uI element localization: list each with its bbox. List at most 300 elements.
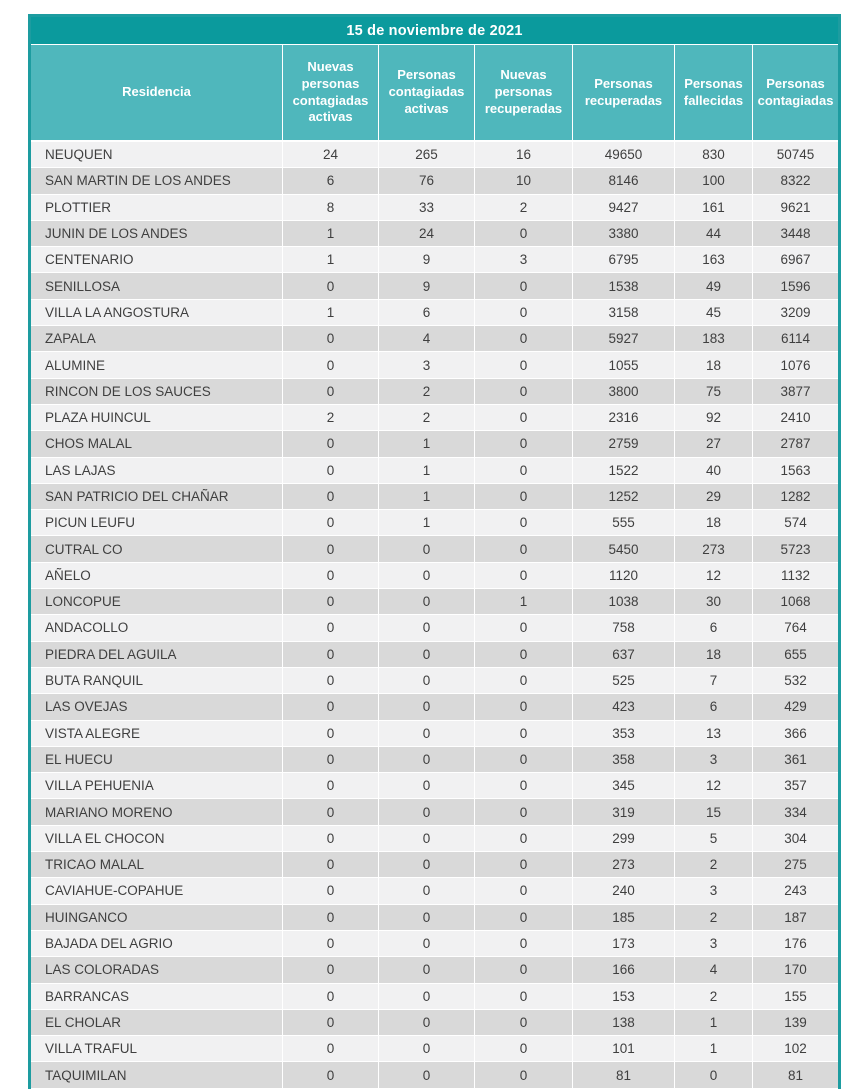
table-row (30, 746, 840, 772)
value-cell: 0 (475, 667, 573, 693)
value-cell: 4 (379, 326, 475, 352)
table-row (30, 220, 840, 246)
value-cell: 153 (573, 983, 675, 1009)
covid-cases-table (28, 14, 841, 1089)
table-row (30, 1036, 840, 1062)
value-cell: 1055 (573, 352, 675, 378)
residencia-cell: BUTA RANQUIL (30, 667, 283, 693)
value-cell: 1 (675, 1009, 753, 1035)
title-row (30, 16, 840, 45)
value-cell: 187 (753, 904, 840, 930)
value-cell: 0 (379, 904, 475, 930)
value-cell: 0 (283, 1062, 379, 1088)
residencia-cell: RINCON DE LOS SAUCES (30, 378, 283, 404)
value-cell: 0 (379, 1062, 475, 1088)
value-cell: 0 (475, 615, 573, 641)
value-cell: 0 (283, 773, 379, 799)
residencia-cell: ANDACOLLO (30, 615, 283, 641)
value-cell: 3877 (753, 378, 840, 404)
value-cell: 24 (283, 141, 379, 168)
value-cell: 3380 (573, 220, 675, 246)
value-cell: 0 (475, 483, 573, 509)
value-cell: 0 (379, 983, 475, 1009)
table-row (30, 720, 840, 746)
value-cell: 0 (379, 536, 475, 562)
table-row (30, 510, 840, 536)
value-cell: 15 (675, 799, 753, 825)
value-cell: 319 (573, 799, 675, 825)
value-cell: 0 (475, 431, 573, 457)
value-cell: 1068 (753, 589, 840, 615)
value-cell: 353 (573, 720, 675, 746)
table-row (30, 667, 840, 693)
value-cell: 27 (675, 431, 753, 457)
residencia-cell: VILLA TRAFUL (30, 1036, 283, 1062)
value-cell: 0 (475, 694, 573, 720)
value-cell: 50745 (753, 141, 840, 168)
value-cell: 2 (675, 983, 753, 1009)
value-cell: 0 (475, 1036, 573, 1062)
value-cell: 0 (675, 1062, 753, 1088)
col-header-fallecidas: Personas fallecidas (675, 45, 753, 142)
value-cell: 139 (753, 1009, 840, 1035)
value-cell: 7 (675, 667, 753, 693)
table-row (30, 878, 840, 904)
col-header-contagiadas: Personas contagiadas (753, 45, 840, 142)
table-row (30, 457, 840, 483)
value-cell: 6 (283, 168, 379, 194)
table-row (30, 930, 840, 956)
residencia-cell: SAN MARTIN DE LOS ANDES (30, 168, 283, 194)
value-cell: 0 (379, 1036, 475, 1062)
value-cell: 758 (573, 615, 675, 641)
value-cell: 0 (475, 930, 573, 956)
value-cell: 532 (753, 667, 840, 693)
residencia-cell: CENTENARIO (30, 247, 283, 273)
value-cell: 0 (283, 431, 379, 457)
residencia-cell: ALUMINE (30, 352, 283, 378)
table-row (30, 326, 840, 352)
value-cell: 334 (753, 799, 840, 825)
residencia-cell: MARIANO MORENO (30, 799, 283, 825)
value-cell: 16 (475, 141, 573, 168)
value-cell: 0 (379, 615, 475, 641)
value-cell: 0 (379, 878, 475, 904)
value-cell: 0 (283, 352, 379, 378)
value-cell: 18 (675, 510, 753, 536)
col-header-residencia: Residencia (30, 45, 283, 142)
value-cell: 0 (283, 667, 379, 693)
value-cell: 5723 (753, 536, 840, 562)
value-cell: 0 (379, 799, 475, 825)
table-row (30, 1062, 840, 1088)
value-cell: 0 (475, 273, 573, 299)
value-cell: 101 (573, 1036, 675, 1062)
value-cell: 12 (675, 773, 753, 799)
value-cell: 3158 (573, 299, 675, 325)
value-cell: 525 (573, 667, 675, 693)
value-cell: 10 (475, 168, 573, 194)
table-row (30, 247, 840, 273)
value-cell: 8 (283, 194, 379, 220)
col-header-contagiadas-activas: Personas contagiadas activas (379, 45, 475, 142)
value-cell: 81 (573, 1062, 675, 1088)
value-cell: 655 (753, 641, 840, 667)
value-cell: 6795 (573, 247, 675, 273)
residencia-cell: TRICAO MALAL (30, 852, 283, 878)
value-cell: 0 (283, 983, 379, 1009)
value-cell: 0 (475, 510, 573, 536)
value-cell: 2787 (753, 431, 840, 457)
value-cell: 304 (753, 825, 840, 851)
value-cell: 18 (675, 641, 753, 667)
residencia-cell: AÑELO (30, 562, 283, 588)
value-cell: 265 (379, 141, 475, 168)
value-cell: 0 (475, 825, 573, 851)
value-cell: 0 (379, 641, 475, 667)
value-cell: 30 (675, 589, 753, 615)
residencia-cell: PICUN LEUFU (30, 510, 283, 536)
value-cell: 345 (573, 773, 675, 799)
value-cell: 0 (475, 404, 573, 430)
value-cell: 0 (475, 720, 573, 746)
value-cell: 240 (573, 878, 675, 904)
residencia-cell: LONCOPUE (30, 589, 283, 615)
table-row (30, 483, 840, 509)
value-cell: 6 (675, 615, 753, 641)
residencia-cell: NEUQUEN (30, 141, 283, 168)
value-cell: 3448 (753, 220, 840, 246)
table-row (30, 589, 840, 615)
value-cell: 1 (475, 589, 573, 615)
table-body (30, 141, 840, 1088)
value-cell: 9 (379, 247, 475, 273)
value-cell: 0 (475, 878, 573, 904)
value-cell: 0 (475, 773, 573, 799)
residencia-cell: CHOS MALAL (30, 431, 283, 457)
value-cell: 3209 (753, 299, 840, 325)
table-row (30, 852, 840, 878)
value-cell: 6 (675, 694, 753, 720)
value-cell: 275 (753, 852, 840, 878)
residencia-cell: ZAPALA (30, 326, 283, 352)
value-cell: 555 (573, 510, 675, 536)
value-cell: 0 (475, 326, 573, 352)
value-cell: 3 (675, 878, 753, 904)
value-cell: 161 (675, 194, 753, 220)
value-cell: 5927 (573, 326, 675, 352)
table-row (30, 799, 840, 825)
value-cell: 2410 (753, 404, 840, 430)
value-cell: 0 (283, 457, 379, 483)
value-cell: 2316 (573, 404, 675, 430)
value-cell: 8322 (753, 168, 840, 194)
value-cell: 0 (379, 852, 475, 878)
value-cell: 0 (283, 930, 379, 956)
table-row (30, 641, 840, 667)
value-cell: 1132 (753, 562, 840, 588)
value-cell: 0 (283, 720, 379, 746)
value-cell: 361 (753, 746, 840, 772)
value-cell: 3 (379, 352, 475, 378)
value-cell: 1 (379, 483, 475, 509)
residencia-cell: SAN PATRICIO DEL CHAÑAR (30, 483, 283, 509)
value-cell: 0 (283, 746, 379, 772)
value-cell: 0 (475, 904, 573, 930)
value-cell: 273 (573, 852, 675, 878)
value-cell: 0 (475, 378, 573, 404)
value-cell: 1120 (573, 562, 675, 588)
value-cell: 75 (675, 378, 753, 404)
value-cell: 0 (283, 852, 379, 878)
value-cell: 9621 (753, 194, 840, 220)
residencia-cell: LAS OVEJAS (30, 694, 283, 720)
value-cell: 100 (675, 168, 753, 194)
value-cell: 0 (475, 983, 573, 1009)
value-cell: 92 (675, 404, 753, 430)
value-cell: 1 (283, 247, 379, 273)
value-cell: 0 (379, 930, 475, 956)
value-cell: 6 (379, 299, 475, 325)
value-cell: 40 (675, 457, 753, 483)
value-cell: 44 (675, 220, 753, 246)
value-cell: 1 (283, 220, 379, 246)
value-cell: 243 (753, 878, 840, 904)
value-cell: 1038 (573, 589, 675, 615)
value-cell: 176 (753, 930, 840, 956)
table-row (30, 694, 840, 720)
value-cell: 6114 (753, 326, 840, 352)
table-row (30, 273, 840, 299)
table-row (30, 957, 840, 983)
value-cell: 166 (573, 957, 675, 983)
value-cell: 0 (475, 852, 573, 878)
residencia-cell: PLAZA HUINCUL (30, 404, 283, 430)
residencia-cell: VILLA LA ANGOSTURA (30, 299, 283, 325)
value-cell: 0 (379, 957, 475, 983)
value-cell: 0 (283, 615, 379, 641)
value-cell: 2 (675, 904, 753, 930)
value-cell: 0 (475, 957, 573, 983)
value-cell: 1 (675, 1036, 753, 1062)
value-cell: 0 (283, 562, 379, 588)
page (28, 14, 838, 1089)
value-cell: 0 (283, 825, 379, 851)
value-cell: 0 (379, 1009, 475, 1035)
table-row (30, 904, 840, 930)
value-cell: 429 (753, 694, 840, 720)
value-cell: 0 (283, 904, 379, 930)
value-cell: 12 (675, 562, 753, 588)
value-cell: 1252 (573, 483, 675, 509)
value-cell: 3800 (573, 378, 675, 404)
value-cell: 0 (283, 510, 379, 536)
value-cell: 102 (753, 1036, 840, 1062)
residencia-cell: TAQUIMILAN (30, 1062, 283, 1088)
table-row (30, 536, 840, 562)
table-row (30, 404, 840, 430)
residencia-cell: VILLA EL CHOCON (30, 825, 283, 851)
value-cell: 6967 (753, 247, 840, 273)
value-cell: 155 (753, 983, 840, 1009)
value-cell: 3 (675, 930, 753, 956)
col-header-nuevas-recuperadas: Nuevas personas recuperadas (475, 45, 573, 142)
value-cell: 423 (573, 694, 675, 720)
value-cell: 1076 (753, 352, 840, 378)
value-cell: 0 (283, 799, 379, 825)
residencia-cell: PLOTTIER (30, 194, 283, 220)
value-cell: 0 (283, 694, 379, 720)
table-row (30, 1009, 840, 1035)
value-cell: 2 (675, 852, 753, 878)
value-cell: 0 (283, 536, 379, 562)
residencia-cell: CAVIAHUE-COPAHUE (30, 878, 283, 904)
residencia-cell: SENILLOSA (30, 273, 283, 299)
value-cell: 1 (379, 510, 475, 536)
table-row (30, 194, 840, 220)
value-cell: 81 (753, 1062, 840, 1088)
value-cell: 2 (379, 378, 475, 404)
value-cell: 0 (283, 273, 379, 299)
value-cell: 0 (475, 562, 573, 588)
value-cell: 0 (475, 220, 573, 246)
residencia-cell: LAS COLORADAS (30, 957, 283, 983)
value-cell: 2 (475, 194, 573, 220)
value-cell: 2 (283, 404, 379, 430)
value-cell: 0 (283, 641, 379, 667)
residencia-cell: BAJADA DEL AGRIO (30, 930, 283, 956)
value-cell: 1596 (753, 273, 840, 299)
residencia-cell: EL HUECU (30, 746, 283, 772)
value-cell: 33 (379, 194, 475, 220)
value-cell: 163 (675, 247, 753, 273)
value-cell: 0 (475, 799, 573, 825)
value-cell: 0 (379, 667, 475, 693)
value-cell: 764 (753, 615, 840, 641)
value-cell: 0 (475, 536, 573, 562)
value-cell: 0 (283, 1036, 379, 1062)
value-cell: 49650 (573, 141, 675, 168)
residencia-cell: VISTA ALEGRE (30, 720, 283, 746)
value-cell: 0 (379, 562, 475, 588)
value-cell: 3 (675, 746, 753, 772)
value-cell: 76 (379, 168, 475, 194)
value-cell: 637 (573, 641, 675, 667)
value-cell: 0 (379, 746, 475, 772)
table-title: 15 de noviembre de 2021 (30, 16, 840, 45)
value-cell: 0 (379, 589, 475, 615)
value-cell: 9 (379, 273, 475, 299)
value-cell: 1538 (573, 273, 675, 299)
table-row (30, 299, 840, 325)
table-row (30, 983, 840, 1009)
value-cell: 0 (283, 483, 379, 509)
value-cell: 0 (475, 299, 573, 325)
value-cell: 366 (753, 720, 840, 746)
value-cell: 0 (283, 589, 379, 615)
value-cell: 358 (573, 746, 675, 772)
residencia-cell: VILLA PEHUENIA (30, 773, 283, 799)
value-cell: 5 (675, 825, 753, 851)
table-row (30, 615, 840, 641)
value-cell: 0 (475, 746, 573, 772)
value-cell: 18 (675, 352, 753, 378)
value-cell: 273 (675, 536, 753, 562)
value-cell: 0 (475, 1062, 573, 1088)
value-cell: 0 (379, 694, 475, 720)
value-cell: 8146 (573, 168, 675, 194)
value-cell: 1522 (573, 457, 675, 483)
col-header-recuperadas: Personas recuperadas (573, 45, 675, 142)
value-cell: 24 (379, 220, 475, 246)
value-cell: 173 (573, 930, 675, 956)
value-cell: 183 (675, 326, 753, 352)
table-row (30, 378, 840, 404)
value-cell: 1282 (753, 483, 840, 509)
value-cell: 138 (573, 1009, 675, 1035)
value-cell: 185 (573, 904, 675, 930)
value-cell: 0 (283, 1009, 379, 1035)
residencia-cell: BARRANCAS (30, 983, 283, 1009)
residencia-cell: PIEDRA DEL AGUILA (30, 641, 283, 667)
value-cell: 29 (675, 483, 753, 509)
value-cell: 0 (475, 641, 573, 667)
table-row (30, 562, 840, 588)
value-cell: 2 (379, 404, 475, 430)
value-cell: 0 (379, 825, 475, 851)
value-cell: 0 (475, 1009, 573, 1035)
value-cell: 1 (379, 457, 475, 483)
value-cell: 45 (675, 299, 753, 325)
table-row (30, 168, 840, 194)
residencia-cell: EL CHOLAR (30, 1009, 283, 1035)
value-cell: 4 (675, 957, 753, 983)
value-cell: 0 (475, 457, 573, 483)
table-row (30, 825, 840, 851)
value-cell: 574 (753, 510, 840, 536)
value-cell: 170 (753, 957, 840, 983)
value-cell: 1 (379, 431, 475, 457)
value-cell: 0 (475, 352, 573, 378)
value-cell: 0 (283, 378, 379, 404)
value-cell: 299 (573, 825, 675, 851)
value-cell: 830 (675, 141, 753, 168)
table-row (30, 431, 840, 457)
value-cell: 2759 (573, 431, 675, 457)
value-cell: 49 (675, 273, 753, 299)
value-cell: 0 (283, 326, 379, 352)
residencia-cell: JUNIN DE LOS ANDES (30, 220, 283, 246)
residencia-cell: CUTRAL CO (30, 536, 283, 562)
value-cell: 3 (475, 247, 573, 273)
value-cell: 13 (675, 720, 753, 746)
value-cell: 1 (283, 299, 379, 325)
value-cell: 0 (283, 957, 379, 983)
value-cell: 5450 (573, 536, 675, 562)
residencia-cell: LAS LAJAS (30, 457, 283, 483)
value-cell: 357 (753, 773, 840, 799)
header-row (30, 45, 840, 142)
value-cell: 9427 (573, 194, 675, 220)
value-cell: 0 (379, 720, 475, 746)
table-row (30, 352, 840, 378)
value-cell: 0 (379, 773, 475, 799)
value-cell: 1563 (753, 457, 840, 483)
residencia-cell: HUINGANCO (30, 904, 283, 930)
table-row (30, 773, 840, 799)
col-header-nuevas-contagiadas-activas: Nuevas personas contagiadas activas (283, 45, 379, 142)
table-row (30, 141, 840, 168)
